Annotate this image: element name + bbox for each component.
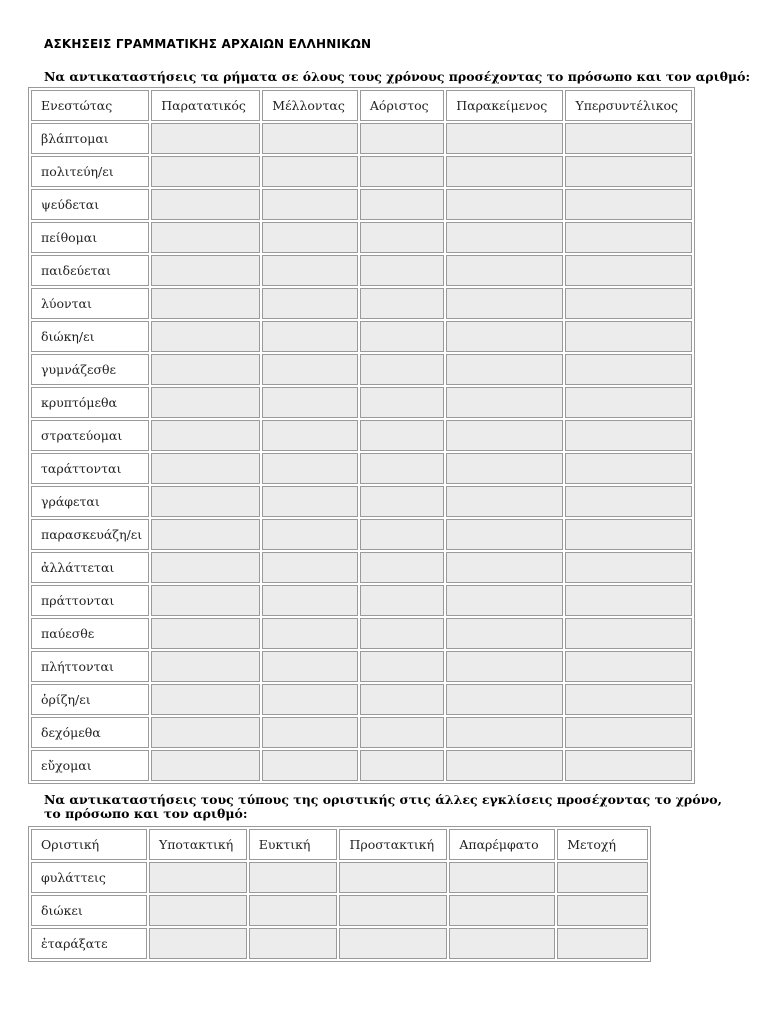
verb-form-cell: παύεσθε — [31, 618, 149, 649]
verb-form-cell: γράφεται — [31, 486, 149, 517]
answer-cell[interactable] — [151, 684, 260, 715]
answer-cell[interactable] — [262, 684, 358, 715]
verb-form-cell: ἀλλάττεται — [31, 552, 149, 583]
verb-form-cell: δεχόμεθα — [31, 717, 149, 748]
answer-cell[interactable] — [262, 321, 358, 352]
answer-cell[interactable] — [446, 123, 563, 154]
answer-cell[interactable] — [262, 255, 358, 286]
column-header: Παρατατικός — [151, 90, 260, 121]
column-header: Απαρέμφατο — [449, 829, 555, 860]
answer-cell[interactable] — [565, 684, 692, 715]
answer-cell[interactable] — [149, 928, 247, 959]
answer-cell[interactable] — [446, 486, 563, 517]
column-header: Μετοχή — [557, 829, 648, 860]
answer-cell[interactable] — [446, 156, 563, 187]
table-row — [31, 862, 648, 893]
answer-cell[interactable] — [565, 453, 692, 484]
answer-cell[interactable] — [151, 189, 260, 220]
answer-cell[interactable] — [565, 189, 692, 220]
answer-cell[interactable] — [360, 354, 444, 385]
table-row — [31, 156, 692, 187]
answer-cell[interactable] — [149, 862, 247, 893]
answer-cell[interactable] — [262, 651, 358, 682]
answer-cell[interactable] — [565, 486, 692, 517]
answer-cell[interactable] — [360, 123, 444, 154]
answer-cell[interactable] — [360, 321, 444, 352]
column-header: Αόριστος — [360, 90, 444, 121]
answer-cell[interactable] — [360, 222, 444, 253]
answer-cell[interactable] — [151, 453, 260, 484]
answer-cell[interactable] — [360, 453, 444, 484]
table-row — [31, 717, 692, 748]
table-row — [31, 387, 692, 418]
answer-cell[interactable] — [360, 618, 444, 649]
answer-cell[interactable] — [565, 552, 692, 583]
answer-cell[interactable] — [262, 750, 358, 781]
verb-form-cell: πολιτεύη/ει — [31, 156, 149, 187]
answer-cell[interactable] — [360, 486, 444, 517]
answer-cell[interactable] — [151, 288, 260, 319]
answer-cell[interactable] — [565, 651, 692, 682]
verb-form-cell: πλήττονται — [31, 651, 149, 682]
answer-cell[interactable] — [565, 420, 692, 451]
answer-cell[interactable] — [565, 750, 692, 781]
answer-cell[interactable] — [446, 222, 563, 253]
verb-form-cell: βλάπτομαι — [31, 123, 149, 154]
table-row — [31, 618, 692, 649]
answer-cell[interactable] — [339, 928, 447, 959]
answer-cell[interactable] — [360, 519, 444, 550]
verb-form-cell: πείθομαι — [31, 222, 149, 253]
answer-cell[interactable] — [360, 156, 444, 187]
answer-cell[interactable] — [446, 387, 563, 418]
answer-cell[interactable] — [565, 387, 692, 418]
answer-cell[interactable] — [446, 189, 563, 220]
answer-cell[interactable] — [262, 354, 358, 385]
document-title: ΑΣΚΗΣΕΙΣ ΓΡΑΜΜΑΤΙΚΗΣ ΑΡΧΑΙΩΝ ΕΛΛΗΝΙΚΩΝ — [44, 37, 372, 51]
verb-form-cell: στρατεύομαι — [31, 420, 149, 451]
answer-cell[interactable] — [360, 189, 444, 220]
answer-cell[interactable] — [565, 222, 692, 253]
answer-cell[interactable] — [446, 750, 563, 781]
verb-form-cell: διώκη/ει — [31, 321, 149, 352]
table-row — [31, 928, 648, 959]
column-header: Ενεστώτας — [31, 90, 149, 121]
answer-cell[interactable] — [446, 585, 563, 616]
answer-cell[interactable] — [565, 123, 692, 154]
answer-cell[interactable] — [557, 895, 648, 926]
answer-cell[interactable] — [446, 255, 563, 286]
column-header: Παρακείμενος — [446, 90, 563, 121]
answer-cell[interactable] — [565, 288, 692, 319]
verb-form-cell: γυμνάζεσθε — [31, 354, 149, 385]
answer-cell[interactable] — [151, 585, 260, 616]
table-header-row — [31, 829, 648, 860]
answer-cell[interactable] — [262, 420, 358, 451]
table-row — [31, 288, 692, 319]
answer-cell[interactable] — [565, 585, 692, 616]
answer-cell[interactable] — [151, 717, 260, 748]
answer-cell[interactable] — [449, 928, 555, 959]
answer-cell[interactable] — [360, 552, 444, 583]
answer-cell[interactable] — [151, 255, 260, 286]
answer-cell[interactable] — [565, 156, 692, 187]
table-row — [31, 750, 692, 781]
answer-cell[interactable] — [360, 288, 444, 319]
column-header: Ευκτική — [249, 829, 338, 860]
column-header: Υποτακτική — [149, 829, 247, 860]
answer-cell[interactable] — [360, 750, 444, 781]
table-row — [31, 684, 692, 715]
verb-form-cell: κρυπτόμεθα — [31, 387, 149, 418]
answer-cell[interactable] — [446, 519, 563, 550]
answer-cell[interactable] — [262, 387, 358, 418]
verb-form-cell: διώκει — [31, 895, 147, 926]
answer-cell[interactable] — [151, 123, 260, 154]
answer-cell[interactable] — [149, 895, 247, 926]
answer-cell[interactable] — [262, 519, 358, 550]
answer-cell[interactable] — [565, 255, 692, 286]
answer-cell[interactable] — [262, 453, 358, 484]
exercise1-table — [28, 87, 695, 784]
answer-cell[interactable] — [565, 519, 692, 550]
table-row — [31, 123, 692, 154]
table-row — [31, 453, 692, 484]
answer-cell[interactable] — [446, 552, 563, 583]
table-row — [31, 222, 692, 253]
column-header: Οριστική — [31, 829, 147, 860]
answer-cell[interactable] — [339, 895, 447, 926]
answer-cell[interactable] — [446, 288, 563, 319]
answer-cell[interactable] — [151, 156, 260, 187]
answer-cell[interactable] — [360, 420, 444, 451]
verb-form-cell: παιδεύεται — [31, 255, 149, 286]
answer-cell[interactable] — [446, 420, 563, 451]
verb-form-cell: ἐταράξατε — [31, 928, 147, 959]
answer-cell[interactable] — [557, 928, 648, 959]
table-row — [31, 255, 692, 286]
answer-cell[interactable] — [446, 651, 563, 682]
answer-cell[interactable] — [262, 486, 358, 517]
table-row — [31, 895, 648, 926]
table-row — [31, 354, 692, 385]
answer-cell[interactable] — [151, 387, 260, 418]
table-row — [31, 585, 692, 616]
answer-cell[interactable] — [262, 552, 358, 583]
answer-cell[interactable] — [339, 862, 447, 893]
table-row — [31, 321, 692, 352]
answer-cell[interactable] — [262, 189, 358, 220]
answer-cell[interactable] — [446, 717, 563, 748]
answer-cell[interactable] — [446, 354, 563, 385]
answer-cell[interactable] — [360, 585, 444, 616]
table-row — [31, 486, 692, 517]
answer-cell[interactable] — [360, 717, 444, 748]
verb-form-cell: πράττονται — [31, 585, 149, 616]
answer-cell[interactable] — [565, 618, 692, 649]
answer-cell[interactable] — [151, 750, 260, 781]
answer-cell[interactable] — [565, 321, 692, 352]
table-row — [31, 519, 692, 550]
verb-form-cell: εὔχομαι — [31, 750, 149, 781]
answer-cell[interactable] — [151, 321, 260, 352]
answer-cell[interactable] — [446, 453, 563, 484]
answer-cell[interactable] — [262, 156, 358, 187]
answer-cell[interactable] — [360, 387, 444, 418]
answer-cell[interactable] — [249, 862, 338, 893]
answer-cell[interactable] — [262, 717, 358, 748]
answer-cell[interactable] — [565, 354, 692, 385]
verb-form-cell: φυλάττεις — [31, 862, 147, 893]
exercise2-instruction: Να αντικαταστήσεις τους τύπους της οριστικής στις άλλες εγκλίσεις προσέχοντας το χρόνο, το πρόσωπο και τον αριθμό: — [44, 792, 722, 821]
answer-cell[interactable] — [449, 895, 555, 926]
answer-cell[interactable] — [565, 717, 692, 748]
answer-cell[interactable] — [449, 862, 555, 893]
answer-cell[interactable] — [446, 684, 563, 715]
table-header-row — [31, 90, 692, 121]
exercise1-table-body — [31, 90, 692, 781]
exercise2-table — [28, 826, 651, 962]
verb-form-cell: ψεύδεται — [31, 189, 149, 220]
answer-cell[interactable] — [262, 222, 358, 253]
answer-cell[interactable] — [446, 618, 563, 649]
answer-cell[interactable] — [262, 585, 358, 616]
table-row — [31, 651, 692, 682]
answer-cell[interactable] — [151, 222, 260, 253]
answer-cell[interactable] — [557, 862, 648, 893]
answer-cell[interactable] — [151, 486, 260, 517]
answer-cell[interactable] — [151, 519, 260, 550]
answer-cell[interactable] — [249, 928, 338, 959]
table-row — [31, 420, 692, 451]
verb-form-cell: παρασκευάζη/ει — [31, 519, 149, 550]
answer-cell[interactable] — [360, 255, 444, 286]
table-row — [31, 189, 692, 220]
column-header: Μέλλοντας — [262, 90, 358, 121]
answer-cell[interactable] — [151, 354, 260, 385]
answer-cell[interactable] — [151, 420, 260, 451]
answer-cell[interactable] — [360, 684, 444, 715]
table-row — [31, 552, 692, 583]
answer-cell[interactable] — [151, 618, 260, 649]
exercise2-table-body — [31, 829, 648, 959]
verb-form-cell: ταράττονται — [31, 453, 149, 484]
verb-form-cell: λύονται — [31, 288, 149, 319]
answer-cell[interactable] — [360, 651, 444, 682]
answer-cell[interactable] — [151, 651, 260, 682]
answer-cell[interactable] — [446, 321, 563, 352]
column-header: Υπερσυντέλικος — [565, 90, 692, 121]
answer-cell[interactable] — [262, 288, 358, 319]
answer-cell[interactable] — [262, 123, 358, 154]
exercise1-instruction: Να αντικαταστήσεις τα ρήματα σε όλους τους χρόνους προσέχοντας το πρόσωπο και τον αριθμό: — [44, 69, 751, 84]
answer-cell[interactable] — [151, 552, 260, 583]
verb-form-cell: ὁρίζη/ει — [31, 684, 149, 715]
column-header: Προστακτική — [339, 829, 447, 860]
answer-cell[interactable] — [249, 895, 338, 926]
answer-cell[interactable] — [262, 618, 358, 649]
